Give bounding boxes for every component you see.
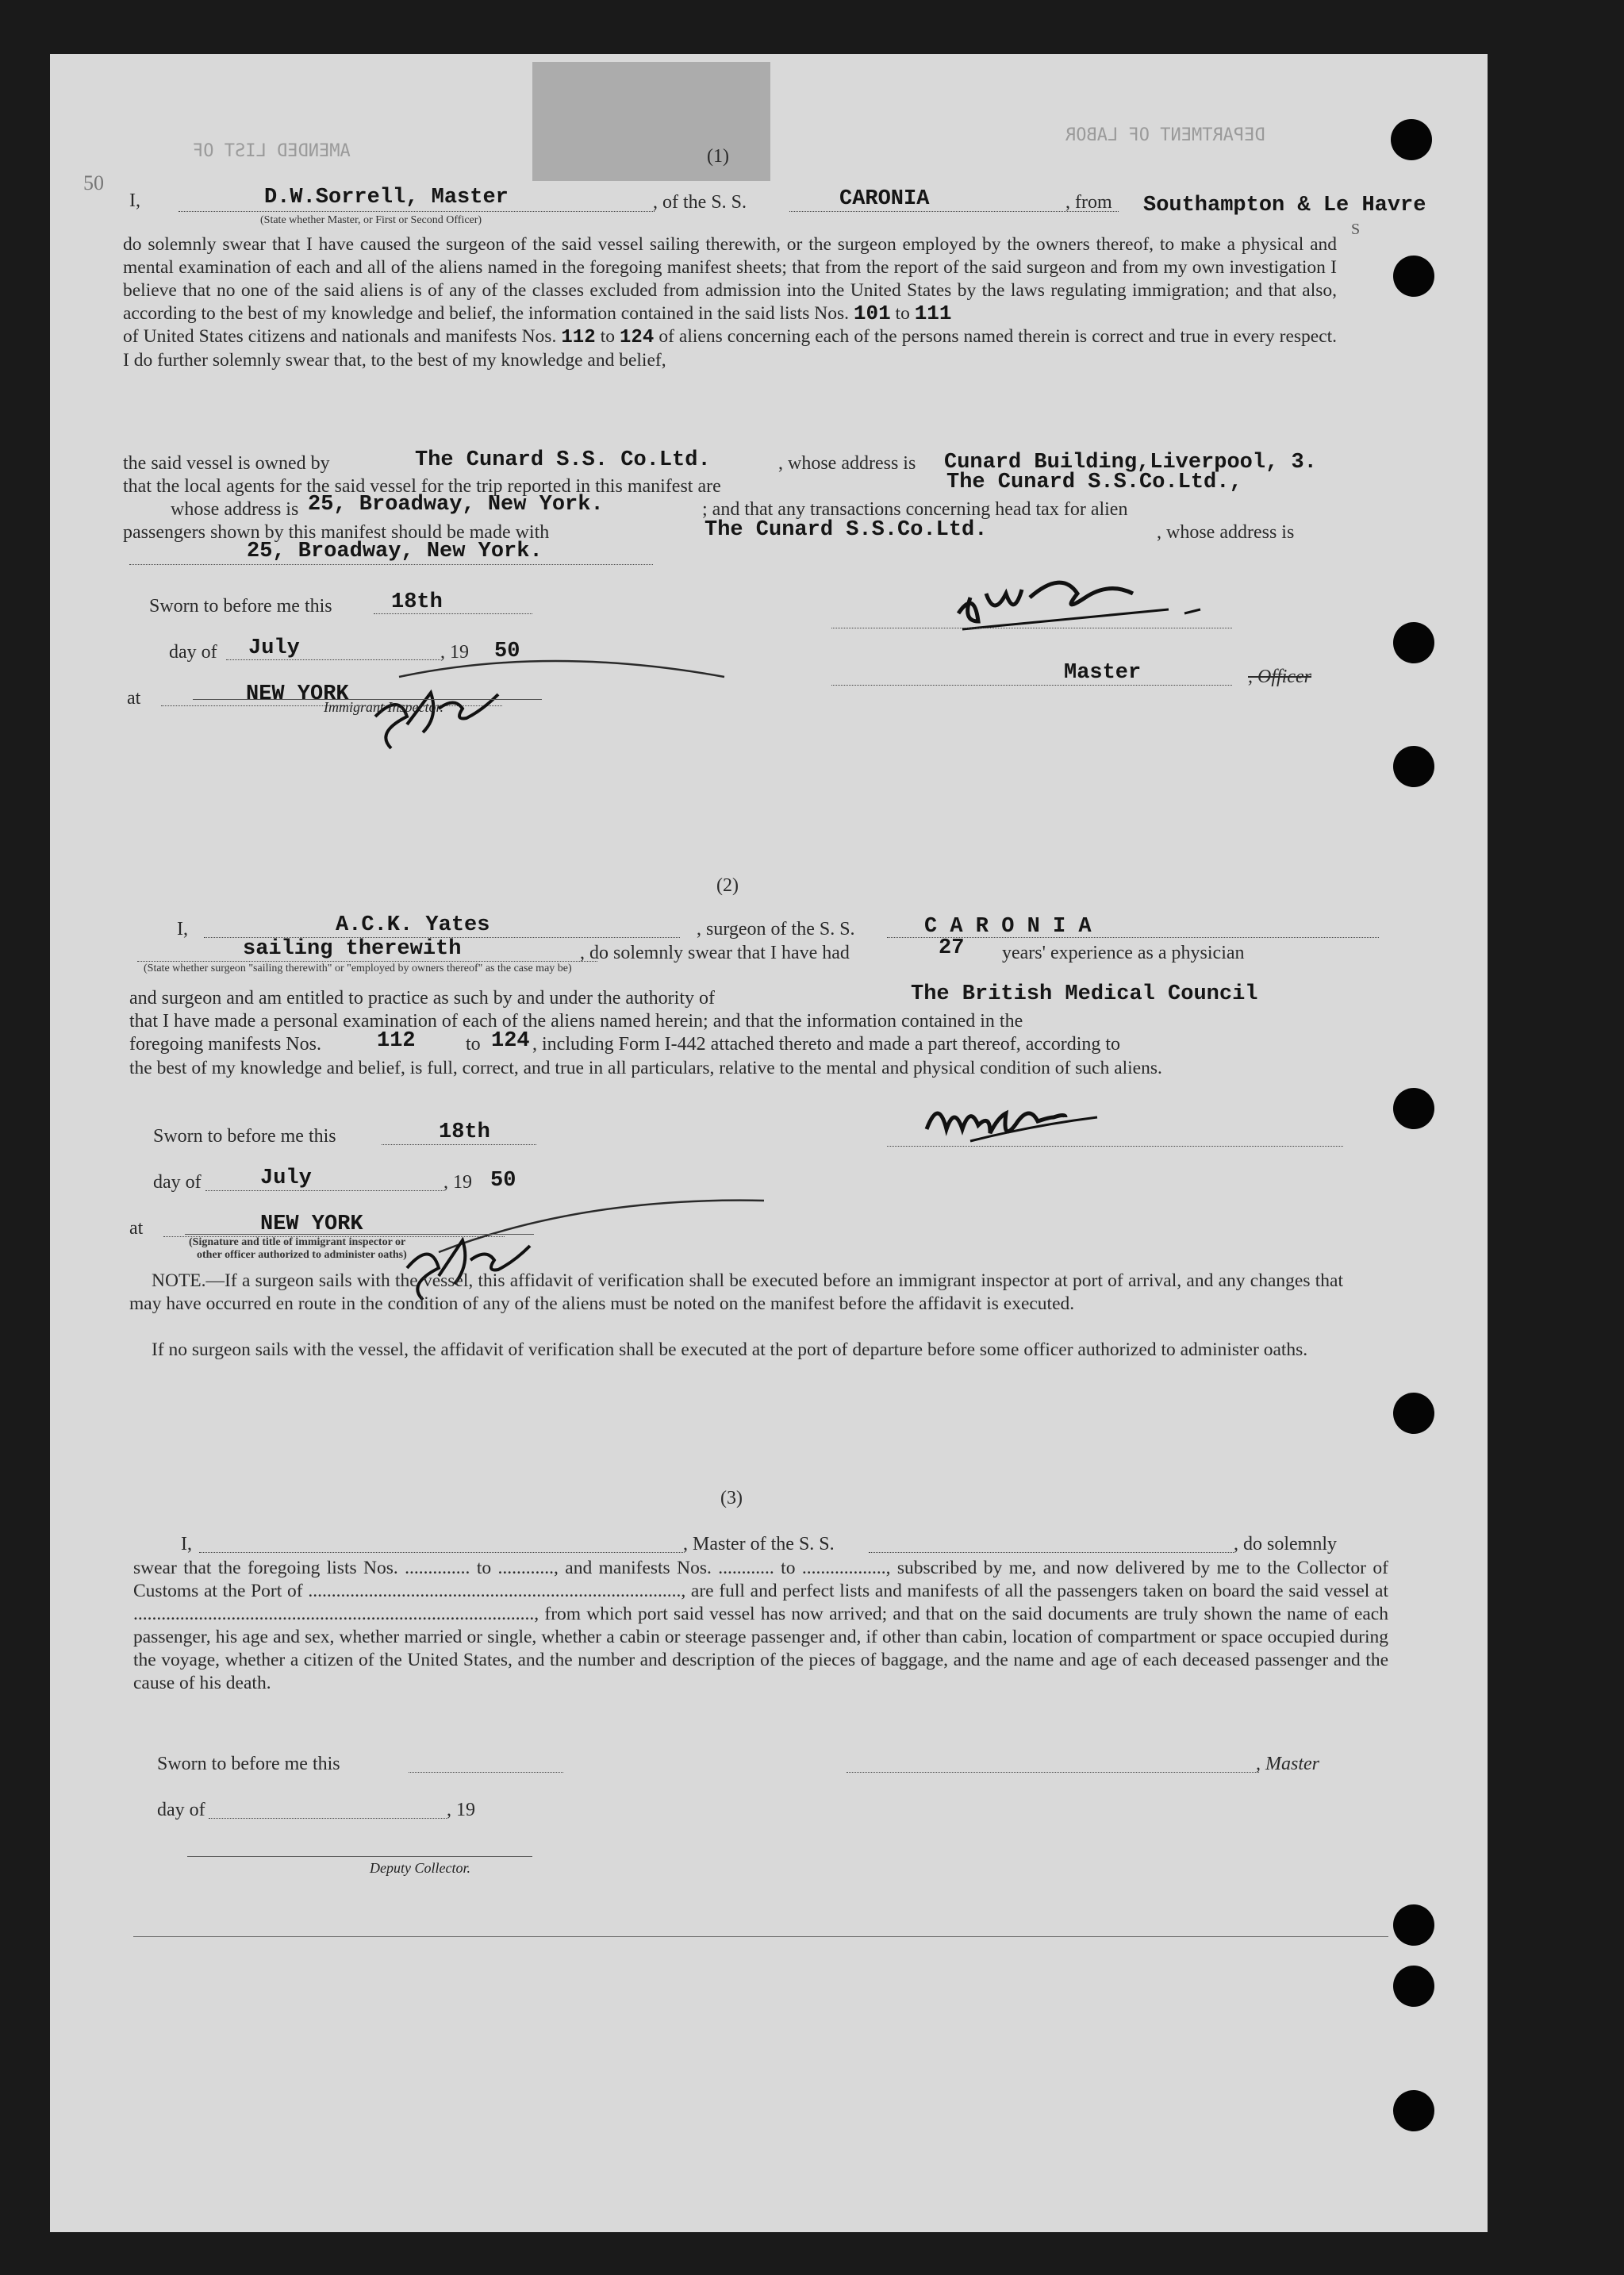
month: July xyxy=(260,1166,312,1190)
i-label: I, xyxy=(129,190,140,211)
year-prefix: , 19 xyxy=(443,1172,472,1193)
at-label: at xyxy=(127,688,141,709)
day-of-label: day of xyxy=(157,1800,205,1820)
collector-caption: Deputy Collector. xyxy=(370,1860,470,1876)
inspector-caption: Immigrant Inspector. xyxy=(324,699,443,715)
sworn-day: 18th xyxy=(439,1120,490,1144)
day-of-label: day of xyxy=(169,642,217,663)
punch-hole xyxy=(1393,1966,1434,2007)
place: NEW YORK xyxy=(246,682,349,706)
note-2: If no surgeon sails with the vessel, the affidavit of verification shall be executed at the port of departure before some officer authorized to administer oaths. xyxy=(152,1339,1308,1360)
from-port: Southampton & Le Havre xyxy=(1143,194,1426,217)
punch-hole xyxy=(1391,119,1432,160)
years-experience: 27 xyxy=(939,936,965,960)
manifests-to: 124 xyxy=(491,1029,530,1053)
bottom-rule xyxy=(133,1936,1388,1937)
of-ss-label: , of the S. S. xyxy=(653,192,747,213)
owned-label: the said vessel is owned by xyxy=(123,453,330,474)
section1-body: do solemnly swear that I have caused the surgeon of the said vessel sailing therewith, or the surgeon employed by the owners thereof, to make a physical and mental examination of each and all of the aliens named in the foregoing manifest sheets; that from the report of the said surgeon and from my own investigation I believe that no one of the said aliens is of any of the classes excluded from admission into the United States by the laws regulating immigration; and that also, according to the best of my knowledge and belief, the information contained in the said lists Nos. 101 to 111 of United States citizens and nationals and manifests Nos. 112 to 124 of aliens concerning each of the persons named therein is correct and true in every respect. I do further solemnly swear that, to the best of my knowledge and belief, xyxy=(123,234,1338,371)
vessel-name: CARONIA xyxy=(839,187,930,211)
manifests-from: 112 xyxy=(377,1029,416,1053)
owner-address-label: , whose address is xyxy=(778,453,916,474)
place: NEW YORK xyxy=(260,1212,363,1236)
punch-hole xyxy=(1393,2090,1434,2131)
owner-address: Cunard Building,Liverpool, 3. xyxy=(944,451,1317,475)
surgeon-name: A.C.K. Yates xyxy=(336,913,490,937)
officer-label: , Officer xyxy=(1248,667,1311,687)
agents: The Cunard S.S.Co.Ltd., xyxy=(946,471,1242,494)
from-label: , from xyxy=(1065,192,1112,213)
surgeon-label: , surgeon of the S. S. xyxy=(697,919,855,940)
section-number: (1) xyxy=(707,146,729,167)
headtax-text: ; and that any transactions concerning head tax for alien xyxy=(702,499,1128,520)
note-1: NOTE.—If a surgeon sails with the vessel, this affidavit of verification shall be executed before an immigrant inspector at port of arrival, and any changes that may have occurred en route in the condition of any of the aliens must be noted on the manifest before the affidavit is executed. xyxy=(129,1270,1343,1314)
year-prefix: , 19 xyxy=(440,642,469,663)
master-title: Master xyxy=(1064,661,1142,685)
punch-hole xyxy=(1393,1088,1434,1129)
form-text: , including Form I-442 attached thereto and made a part thereof, according to xyxy=(532,1034,1121,1055)
surgeon-signature xyxy=(923,1086,1161,1165)
solemnly-text: , do solemnly xyxy=(1234,1534,1337,1554)
month: July xyxy=(248,636,300,660)
punch-hole xyxy=(1393,746,1434,787)
section2-body: that I have made a personal examination of each of the aliens named herein; and that the information contained in the xyxy=(129,1011,1023,1032)
master-sig-label: , Master xyxy=(1256,1754,1319,1774)
swear-text: , do solemnly swear that I have had xyxy=(580,943,850,963)
sworn-label: Sworn to before me this xyxy=(149,596,332,617)
section3-body: swear that the foregoing lists Nos. .............. to ............, and manifests Nos. ............ to .................., subscribed by me, and now delivered by me to the Collector of Customs at the Port of ................................................................................, are full and perfect lists and manifests of all the passengers taken on board the said vessel at ......................................................................................, from which port said vessel has now arrived; and that on the said documents are truly shown the name of each passenger, his age and sex, whether married or single, whether a cabin or steerage passenger and, if other than cabin, location of compartment or space occupied during the voyage, whether a citizen of the United States, and the number and description of the pieces of baggage, and the name and age of each deceased passenger and the cause of his death. xyxy=(133,1558,1388,1693)
punch-hole xyxy=(1393,256,1434,297)
ink-stamp-smudge xyxy=(532,62,770,181)
headtax-address-label: , whose address is xyxy=(1157,522,1295,543)
passengers-label: passengers shown by this manifest should be made with xyxy=(123,522,550,543)
authority: The British Medical Council xyxy=(911,982,1258,1006)
margin-number: 50 xyxy=(83,171,104,194)
at-label: at xyxy=(129,1218,144,1239)
agents-address: 25, Broadway, New York. xyxy=(308,493,604,517)
sworn-day: 18th xyxy=(391,590,443,614)
year-label: , 19 xyxy=(447,1800,475,1820)
punch-hole xyxy=(1393,622,1434,663)
section-number: (2) xyxy=(716,875,739,896)
inspector-caption-1: (Signature and title of immigrant inspector or xyxy=(189,1236,406,1248)
punch-hole xyxy=(1393,1393,1434,1434)
foregoing-label: foregoing manifests Nos. xyxy=(129,1034,321,1055)
agents-address-label: whose address is xyxy=(171,499,299,520)
vessel-name: C A R O N I A xyxy=(924,915,1092,939)
master-signature xyxy=(954,566,1367,661)
sworn-label: Sworn to before me this xyxy=(157,1754,340,1774)
name-caption: (State whether Master, or First or Second Officer) xyxy=(260,214,482,226)
owner: The Cunard S.S. Co.Ltd. xyxy=(415,448,711,472)
day-of-label: day of xyxy=(153,1172,202,1193)
surgeon-caption: (State whether surgeon "sailing therewith" or "employed by owners thereof" as the case may be) xyxy=(144,963,572,974)
sworn-label: Sworn to before me this xyxy=(153,1126,336,1147)
agents-label: that the local agents for the said vessel for the trip reported in this manifest are xyxy=(123,476,721,497)
section-number: (3) xyxy=(720,1488,743,1508)
year-suffix: 50 xyxy=(490,1169,516,1193)
master-label: , Master of the S. S. xyxy=(683,1534,835,1554)
to-label: to xyxy=(466,1034,481,1055)
master-name: D.W.Sorrell, Master xyxy=(264,186,509,209)
sailing-status: sailing therewith xyxy=(243,937,462,961)
years-text: years' experience as a physician xyxy=(1002,943,1245,963)
i-label: I, xyxy=(181,1534,192,1554)
authority-text: and surgeon and am entitled to practice as such by and under the authority of xyxy=(129,988,715,1009)
headtax-party: The Cunard S.S.Co.Ltd. xyxy=(705,518,988,542)
headtax-address: 25, Broadway, New York. xyxy=(247,540,543,563)
section2-body2: the best of my knowledge and belief, is full, correct, and true in all particulars, relative to the mental and physical condition of such aliens. xyxy=(129,1058,1162,1078)
punch-hole xyxy=(1393,1904,1434,1946)
year-suffix: 50 xyxy=(494,640,520,663)
sheet-ref: S xyxy=(1351,221,1361,238)
inspector-signature xyxy=(312,629,756,764)
document-page: AMENDED LIST OF DEPARTMENT OF LABOR (1) I, D.W.Sorrell, Master (State whether Master, or First or Second Officer) , of the S. S. CARONIA , from Southampton & Le Havre do solemnly swear that I have caused the surgeon of the said vessel sailing therewith, or the surgeon employed by the owners thereof, to make a physical and mental examination of each and all of the aliens named in the foregoing manifest sheets; that from the report of the said surgeon and from my own investigation I believe that no one of the said aliens is of any of the classes excluded from admission into the United States by the laws regulating immigration; and that also, according to the best of my knowledge and belief, the information contained in the said lists Nos. 101 to 111 of United States citizens and nationals and manifests Nos. 112 to 124 of aliens concerning each of the persons named therein is correct and true in every respect. I do further solemnly swear that, to the best of my knowledge and belief, the said vessel is owned by The Cunard S.S. Co.Ltd. , whose address is Cunard Building,Liverpool, 3. that the local agents for the said vessel for the trip reported in this manifest are The Cunard S.S.Co.Ltd., whose address is 25, Broadway, New York. ; and that any transactions concerning head tax for alien passengers shown by this manifest should be made with The Cunard S.S.Co.Ltd. , whose address is 25, Broadway, New York. Sworn to before me this 18th day of July , 19 50 at NEW YORK Immigrant Inspector. Master , Officer (2) I, A.C.K. Yates , surgeon of the S. S. C A R O N I A sailing therewith , do solemnly swear that I have had 27 years' experience as a physician (State whether surgeon "sailing therewith" or "employed by owners thereof" as the case may be) and surgeon and am entitled to practice as such by and under the authority of The British Medical Council that I have made a personal examination of each of the aliens named herein; and that the information contained in the foregoing manifests Nos. 112 to 124 , including Form I-442 attached thereto and made a part thereof, according to the best of my knowledge and belief, is full, correct, and true in all particulars, relative to the mental and physical condition of such aliens. Sworn to before me this 18th day of July , 19 50 at NEW YORK (Signature and title of immigrant inspector or other officer authorized to administer oaths) NOTE.—If a surgeon sails with the vessel, this affidavit of verification shall be executed before an immigrant inspector at port of arrival, and any changes that may have occurred en route in the condition of any of the aliens must be noted on the manifest before the affidavit is executed. If no surgeon sails with the vessel, the affidavit of verification shall be executed at the port of departure before some officer authorized to administer oaths. (3) I, , Master of the S. S. , do solemnly swear that the foregoing lists Nos. .............. to ............, and manifests Nos. ............ to .................., subscribed by me, and now delivered by me to the Collector of Customs at the Port of ................................................................................, are full and perfect lists and manifests of all the passengers taken on board the said vessel at ......................................................................................, from which port said vessel has now arrived; and that on the said documents are truly shown the name of each passenger, his age and sex, whether married or single, whether a cabin or steerage passenger and, if other than cabin, location of compartment or space occupied during the voyage, whether a citizen of the United States, and the number and description of the pieces of baggage, and the name and age of each deceased passenger and the cause of his death. Sworn to before me this , Master day of , 19 Deputy Collector. S 50 xyxy=(50,54,1488,2232)
i-label: I, xyxy=(177,919,188,940)
inspector-caption-2: other officer authorized to administer oaths) xyxy=(197,1249,407,1261)
